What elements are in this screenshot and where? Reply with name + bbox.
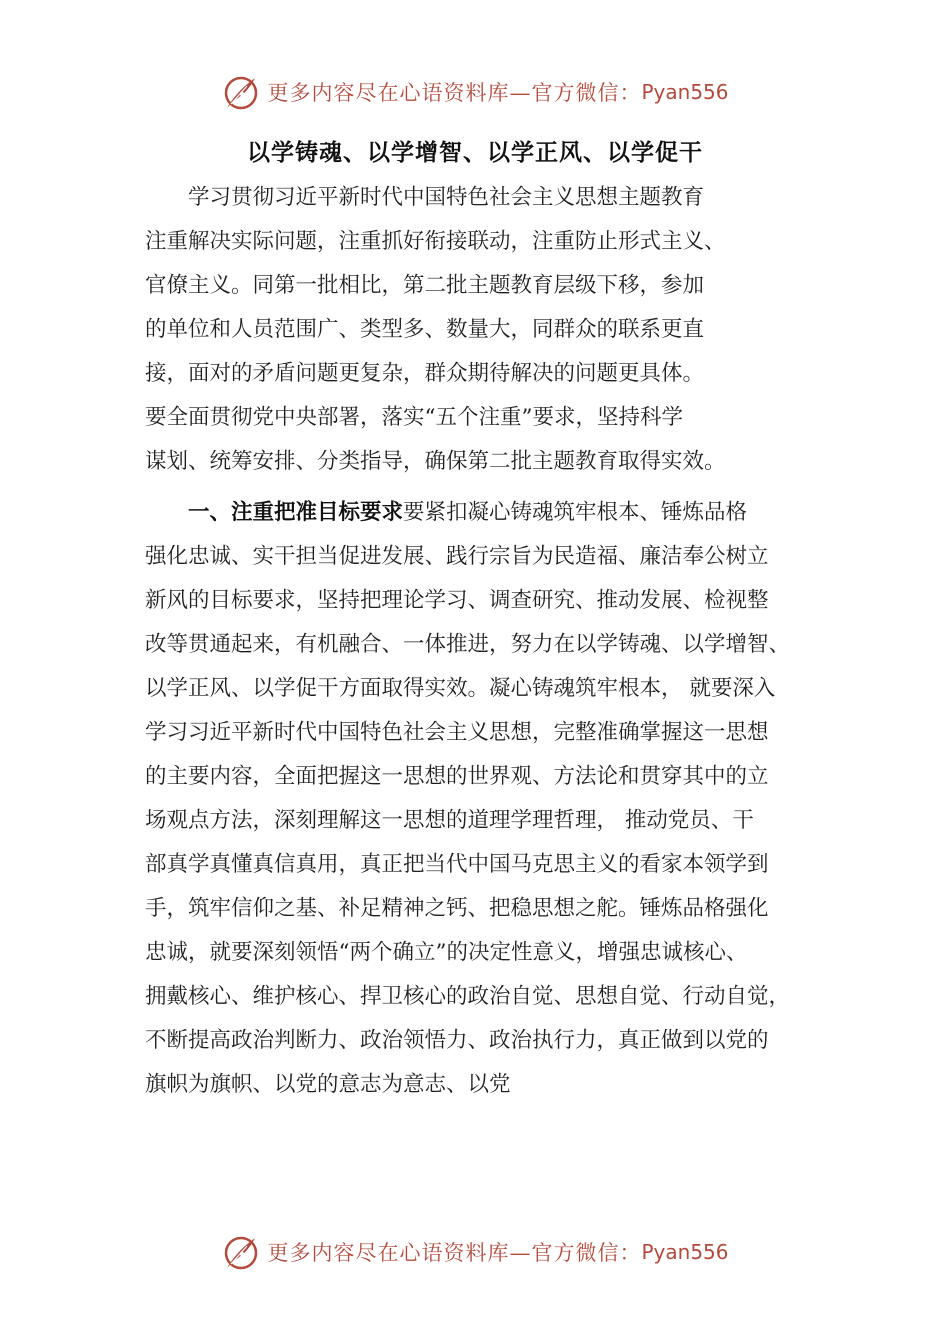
text-line: 谋划、统筹安排、分类指导，确保第二批主题教育取得实效。 xyxy=(145,449,726,474)
text-line: 的主要内容，全面把握这一思想的世界观、方法论和贯穿其中的立 xyxy=(145,764,769,789)
section-1-heading: 一、注重把准目标要求 xyxy=(188,500,404,525)
section-1-first-line-text: 要紧扣凝心铸魂筑牢根本、锤炼品格 xyxy=(403,500,748,525)
text-line: 学习习近平新时代中国特色社会主义思想，完整准确掌握这一思想 xyxy=(145,720,769,745)
section-1-first-line xyxy=(188,495,747,526)
text-line: 强化忠诚、实干担当促进发展、践行宗旨为民造福、廉洁奉公树立 xyxy=(145,544,769,569)
page-title: 以学铸魂、以学增智、以学正风、以学促干 xyxy=(247,140,703,166)
text-line: 手，筑牢信仰之基、补足精神之钙、把稳思想之舵。锤炼品格强化 xyxy=(145,896,769,921)
text-line: 官僚主义。同第一批相比，第二批主题教育层级下移，参加 xyxy=(145,273,705,298)
text-line: 改等贯通起来，有机融合、一体推进，努力在以学铸魂、以学增智、 xyxy=(145,632,791,657)
watermark-wechat-id: Pyan556 xyxy=(641,80,729,104)
watermark-wechat-id: Pyan556 xyxy=(641,1240,729,1264)
text-line: 忠诚，就要深刻领悟“两个确立”的决定性意义，增强忠诚核心、 xyxy=(145,940,748,965)
text-line: 的单位和人员范围广、类型多、数量大，同群众的联系更直 xyxy=(145,317,705,342)
text-line: 学习贯彻习近平新时代中国特色社会主义思想主题教育 xyxy=(188,185,705,210)
text-line: 接，面对的矛盾问题更复杂，群众期待解决的问题更具体。 xyxy=(145,361,705,386)
text-line: 拥戴核心、维护核心、捍卫核心的政治自觉、思想自觉、行动自觉， xyxy=(145,984,791,1009)
text-line: 要全面贯彻党中央部署，落实“五个注重”要求，坚持科学 xyxy=(145,405,683,430)
text-line: 部真学真懂真信真用，真正把当代中国马克思主义的看家本领学到 xyxy=(145,852,769,877)
feather-pen-logo-icon xyxy=(221,72,261,112)
text-line: 不断提高政治判断力、政治领悟力、政治执行力，真正做到以党的 xyxy=(145,1028,769,1053)
text-line: 旗帜为旗帜、以党的意志为意志、以党 xyxy=(145,1072,511,1097)
footer-watermark xyxy=(0,1230,950,1274)
watermark-text: 更多内容尽在心语资料库—官方微信： xyxy=(267,81,642,105)
header-watermark xyxy=(0,70,950,114)
text-line: 注重解决实际问题，注重抓好衔接联动，注重防止形式主义、 xyxy=(145,229,726,254)
text-line: 新风的目标要求，坚持把理论学习、调查研究、推动发展、检视整 xyxy=(145,588,769,613)
text-line: 以学正风、以学促干方面取得实效。凝心铸魂筑牢根本， 就要深入 xyxy=(145,676,776,701)
feather-pen-logo-icon xyxy=(221,1232,261,1272)
text-line: 场观点方法，深刻理解这一思想的道理学理哲理， 推动党员、干 xyxy=(145,808,754,833)
watermark-text: 更多内容尽在心语资料库—官方微信： xyxy=(267,1241,642,1265)
